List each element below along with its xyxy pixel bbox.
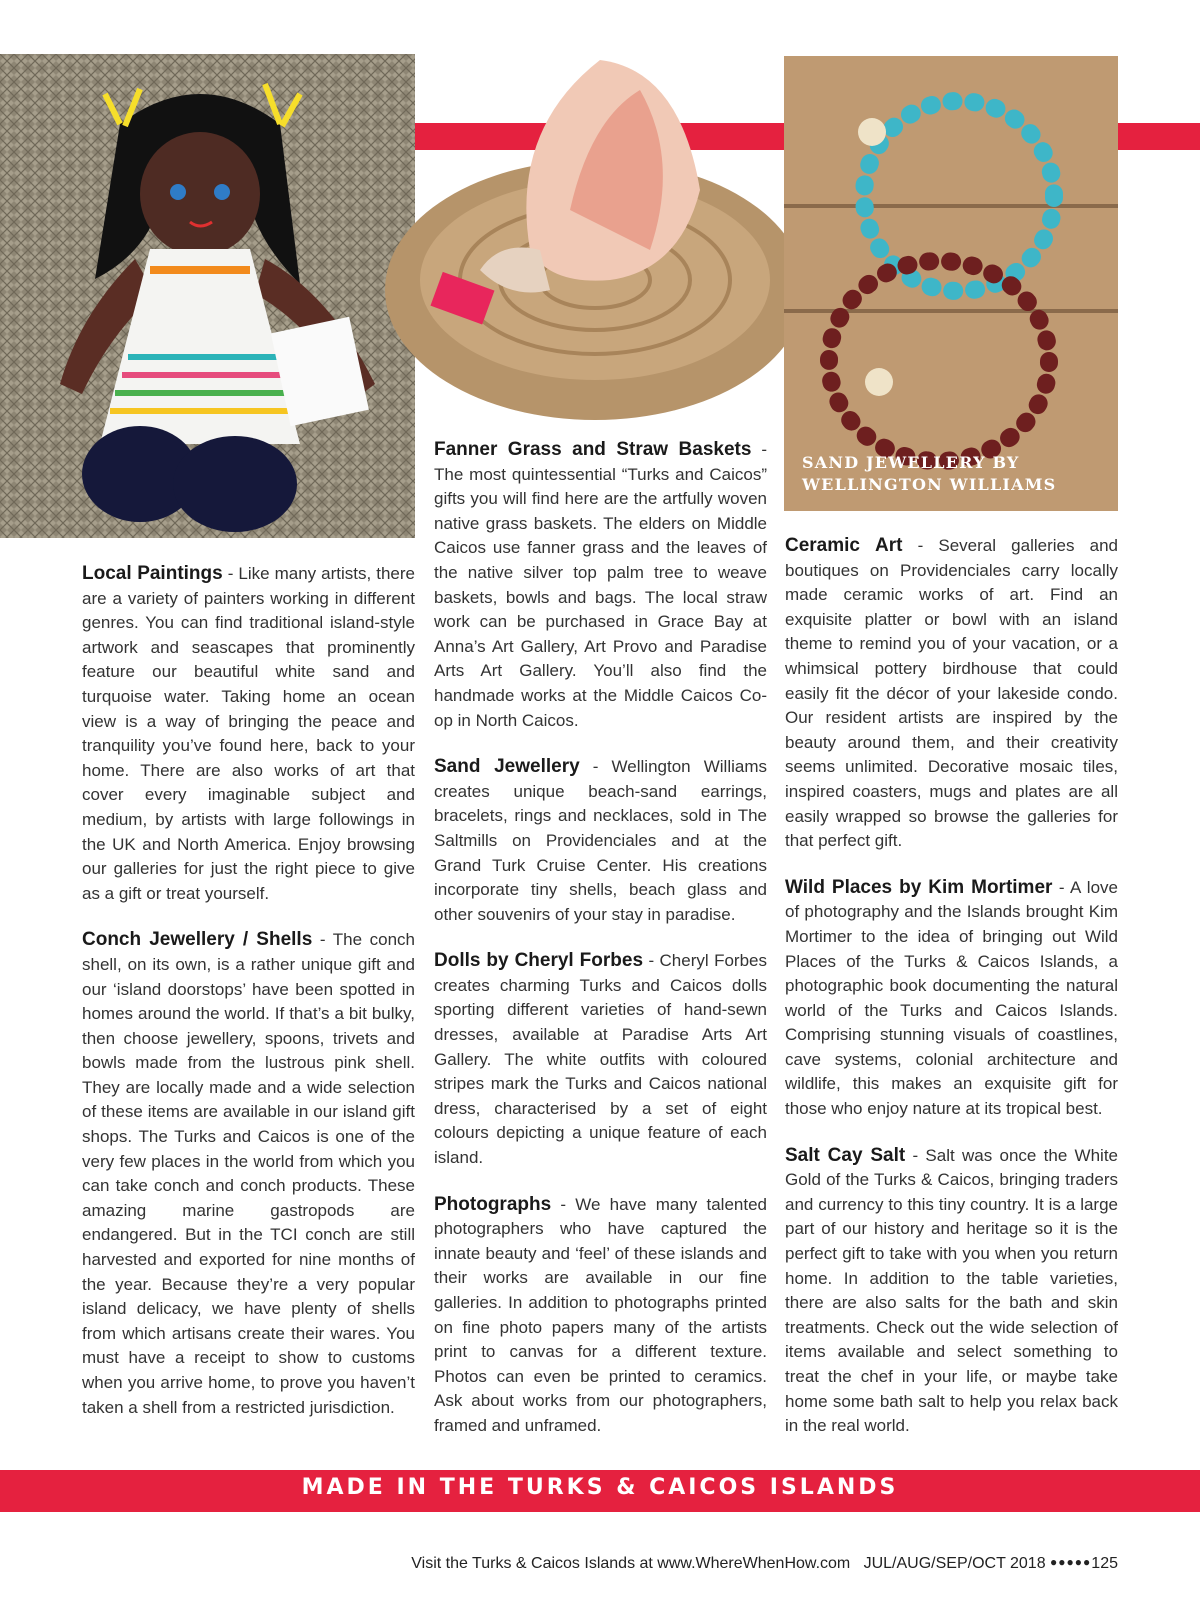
section-conch-jewellery: [82, 928, 415, 1420]
footer-visit-text: Visit the Turks & Caicos Islands at www.WhereWhenHow.com: [411, 1555, 851, 1572]
body-salt-cay-salt: - Salt was once the White Gold of the Turks & Caicos, bringing traders and currency to this tiny country. It is a large part of our history and heritage so it is the perfect gift to take with you when you return home. In addition to the table varieties, there are also salts for the bath and skin treatments. Check out the wide selection of items available and select something to treat the chef in your life, or maybe take home some bath salt to help you relax back in the real world.: [785, 1145, 1118, 1436]
heading-sand-jewellery: Sand Jewellery: [434, 756, 580, 778]
heading-conch-jewellery: Conch Jewellery / Shells: [82, 929, 313, 951]
heading-dolls: Dolls by Cheryl Forbes: [434, 950, 644, 972]
heading-fanner-baskets: Fanner Grass and Straw Baskets: [434, 439, 752, 460]
body-conch-jewellery: - The conch shell, on its own, is a rather unique gift and our ‘island doorstops’ have been spotted in homes around the world. If that’s a bit bulky, then choose jewellery, spoons, trivets and bowls made from the lustrous pink shell. They are locally made and a wide selection of these items are available in our island gift shops. The Turks and Caicos is one of the very few places in the world from which you can take conch and conch products. These amazing marine gastropods are endangered. But in the TCI conch are still harvested and exported for nine months of the year. Because they’re a very popular island delicacy, we have plenty of shells from which artisans create their wares. You must have a receipt to show to customs when you arrive home, to prove you haven’t taken a shell from a restricted jurisdiction.: [82, 930, 415, 1417]
section-dolls: [434, 949, 767, 1170]
heading-ceramic-art: Ceramic Art: [785, 535, 903, 556]
caption-line-2: WELLINGTON WILLIAMS: [802, 475, 1057, 494]
doll-photo: [0, 54, 415, 538]
section-photographs: [434, 1193, 767, 1439]
body-sand-jewellery: - Wellington Williams creates unique beach-sand earrings, bracelets, rings and necklaces, sold in The Saltmills on Providenciales and at the Grand Turk Cruise Center. His creations incorporate tiny shells, beach glass and other souvenirs of your stay in paradise.: [434, 757, 767, 924]
heading-local-paintings: Local Paintings: [82, 563, 223, 584]
section-fanner-baskets: [434, 438, 767, 733]
heading-photographs: Photographs: [434, 1193, 552, 1215]
body-dolls: - Cheryl Forbes creates charming Turks and Caicos dolls sporting different varieties of hand-sewn dresses, available at Paradise Arts Art Gallery. The white outfits with coloured stripes mark the Turks and Caicos national dress, characterised by a set of eight colours depicting a unique feature of each island.: [434, 951, 767, 1168]
section-wild-places: [785, 876, 1118, 1122]
section-sand-jewellery: [434, 755, 767, 927]
body-photographs: - We have many talented photographers who have captured the innate beauty and ‘feel’ of these islands and their works are available in our fine galleries. In addition to photographs printed on fine photo papers many of the artists print to canvas for a different texture. Photos can even be printed to ceramics. Ask about works from our photographers, framed and unframed.: [434, 1194, 767, 1435]
body-local-paintings: - Like many artists, there are a variety of painters working in different genres. You can find traditional island-style artwork and seascapes that prominently feature our beautiful white sand and turquoise water. Taking home an ocean view is a way of bringing the peace and tranquility you’ve found here, back to your home. There are also works of art that cover every imaginable subject and medium, by artists with large followings in the UK and North America. Enjoy browsing our galleries for just the right piece to give as a gift or treat yourself.: [82, 564, 415, 903]
bracelets-photo: [784, 56, 1118, 511]
page-number: 125: [1091, 1555, 1118, 1572]
heading-wild-places: Wild Places by Kim Mortimer: [785, 876, 1053, 898]
body-ceramic-art: - Several galleries and boutiques on Providenciales carry locally made ceramic works of art. Find an exquisite platter or bowl with an island theme to remind you of your vacation, or a whimsical pottery birdhouse that could easily fit the décor of your lakeside condo. Our resident artists are inspired by the beauty around them, and their creativity seems unlimited. Decorative mosaic tiles, inspired coasters, mugs and plates are all easily wrapped so browse the galleries for that perfect gift.: [785, 536, 1118, 851]
sand-jewellery-caption: [802, 452, 1082, 496]
section-salt-cay-salt: [785, 1144, 1118, 1439]
section-local-paintings: [82, 562, 415, 906]
banner-title: MADE IN THE TURKS & CAICOS ISLANDS: [301, 1475, 899, 1500]
basket-conch-photo: [380, 40, 810, 432]
footer-issue: JUL/AUG/SEP/OCT 2018: [863, 1555, 1046, 1572]
page-footer: [411, 1555, 1118, 1573]
middle-column: [434, 438, 767, 1461]
body-fanner-baskets: - The most quintessential “Turks and Caicos” gifts you will find here are the artfully woven native grass baskets. The elders on Middle Caicos use fanner grass and the leaves of the native silver top palm tree to weave baskets, bowls and bags. The local straw work can be purchased in Grace Bay at Anna’s Art Gallery, Art Provo and Paradise Arts Art Gallery. You’ll also find the handmade works at the Middle Caicos Co-op in North Caicos.: [434, 440, 767, 730]
section-ceramic-art: [785, 534, 1118, 854]
footer-dots: ●●●●●: [1050, 1555, 1092, 1569]
heading-salt-cay-salt: Salt Cay Salt: [785, 1144, 906, 1166]
left-column: [82, 562, 415, 1442]
right-column: [785, 534, 1118, 1461]
caption-line-1: SAND JEWELLERY BY: [802, 453, 1020, 472]
body-wild-places: - A love of photography and the Islands brought Kim Mortimer to the idea of bringing out Wild Places of the Turks & Caicos Islands, a photographic book documenting the natural world of the Turks and Caicos Islands. Comprising stunning visuals of coastlines, cave systems, colonial architecture and wildlife, this makes an exquisite gift for those who enjoy nature at its tropical best.: [785, 877, 1118, 1119]
